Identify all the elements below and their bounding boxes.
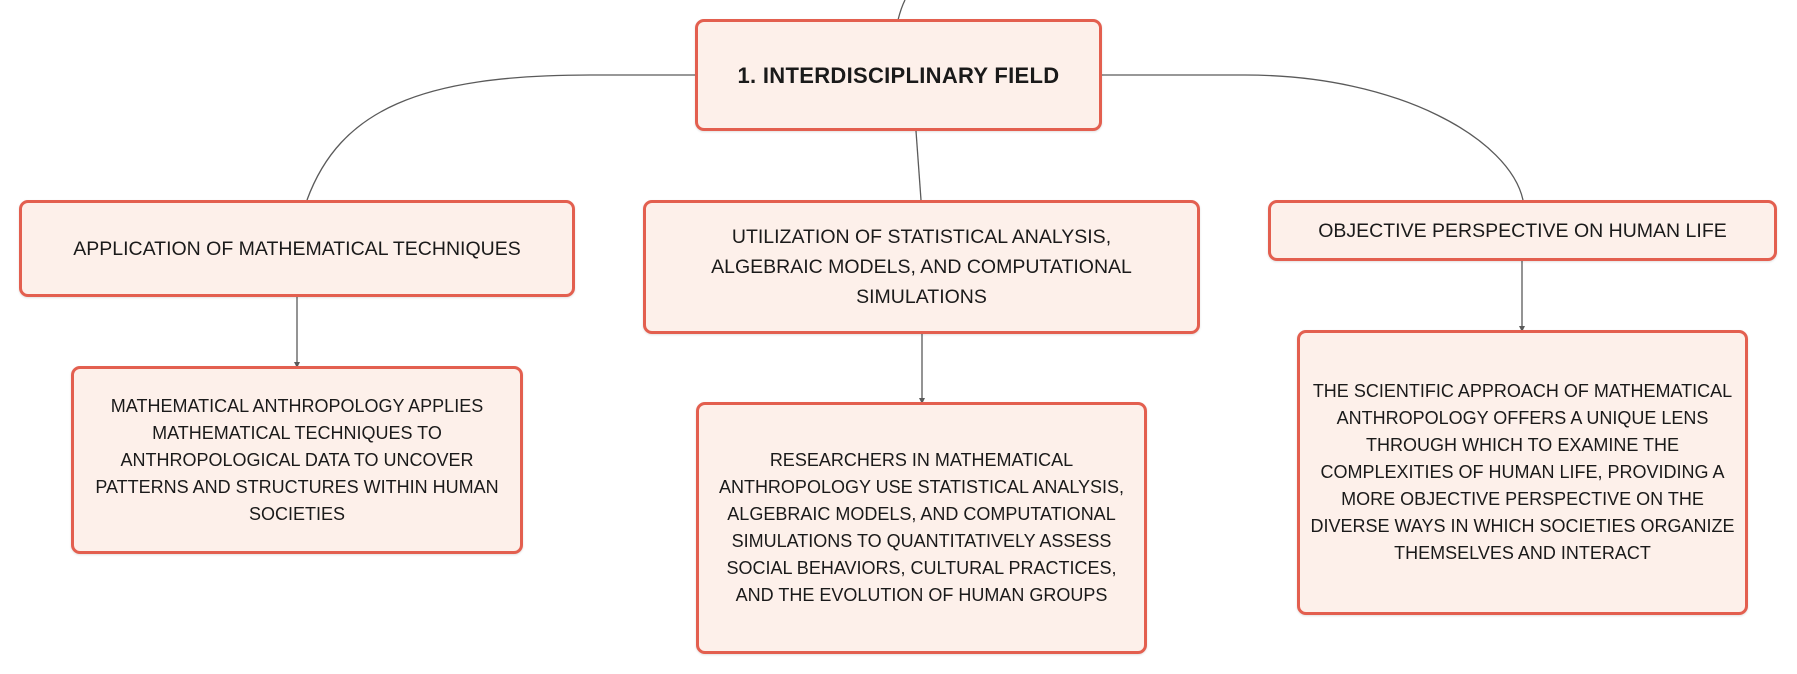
detail-node-text: RESEARCHERS IN MATHEMATICAL ANTHROPOLOGY USE STATISTICAL ANALYSIS, ALGEBRAIC MODELS, AND COMPUTATIONAL SIMULATIONS TO QUANTITATIVELY ASSESS SOCIAL BEHAVIORS, CULTURAL PRACTICES, AND THE EVOLUTION OF HUMAN GROUPS	[718, 450, 1125, 605]
branch-node-utilization[interactable]	[643, 200, 1200, 334]
detail-node-text: MATHEMATICAL ANTHROPOLOGY APPLIES MATHEMATICAL TECHNIQUES TO ANTHROPOLOGICAL DATA TO UNCOVER PATTERNS AND STRUCTURES WITHIN HUMAN SOCIETIES	[95, 395, 499, 524]
detail-node-objective-perspective[interactable]	[1297, 330, 1748, 615]
branch-node-objective-perspective[interactable]	[1268, 200, 1777, 261]
detail-node-application[interactable]	[71, 366, 523, 554]
detail-node-text: THE SCIENTIFIC APPROACH OF MATHEMATICAL ANTHROPOLOGY OFFERS A UNIQUE LENS THROUGH WHICH TO EXAMINE THE COMPLEXITIES OF HUMAN LIFE, PROVIDING A MORE OBJECTIVE PERSPECTIVE ON THE DIVERSE WAYS IN WHICH SOCIETIES ORGANIZE THEMSELVES AND INTERACT	[1310, 381, 1735, 563]
connector-root-to-branch-3	[1101, 75, 1523, 200]
connector-root-to-branch-1	[307, 75, 697, 200]
branch-node-label: APPLICATION OF MATHEMATICAL TECHNIQUES	[73, 237, 521, 260]
branch-node-label: UTILIZATION OF STATISTICAL ANALYSIS, ALGEBRAIC MODELS, AND COMPUTATIONAL SIMULATIONS	[711, 226, 1132, 308]
branch-node-application[interactable]	[19, 200, 575, 297]
detail-node-utilization[interactable]	[696, 402, 1147, 654]
connector-root-to-branch-2	[916, 131, 921, 200]
branch-node-label: OBJECTIVE PERSPECTIVE ON HUMAN LIFE	[1318, 219, 1727, 242]
root-node[interactable]	[695, 19, 1102, 131]
root-node-label: 1. INTERDISCIPLINARY FIELD	[737, 62, 1060, 88]
connector-parent-to-root	[898, 0, 905, 20]
